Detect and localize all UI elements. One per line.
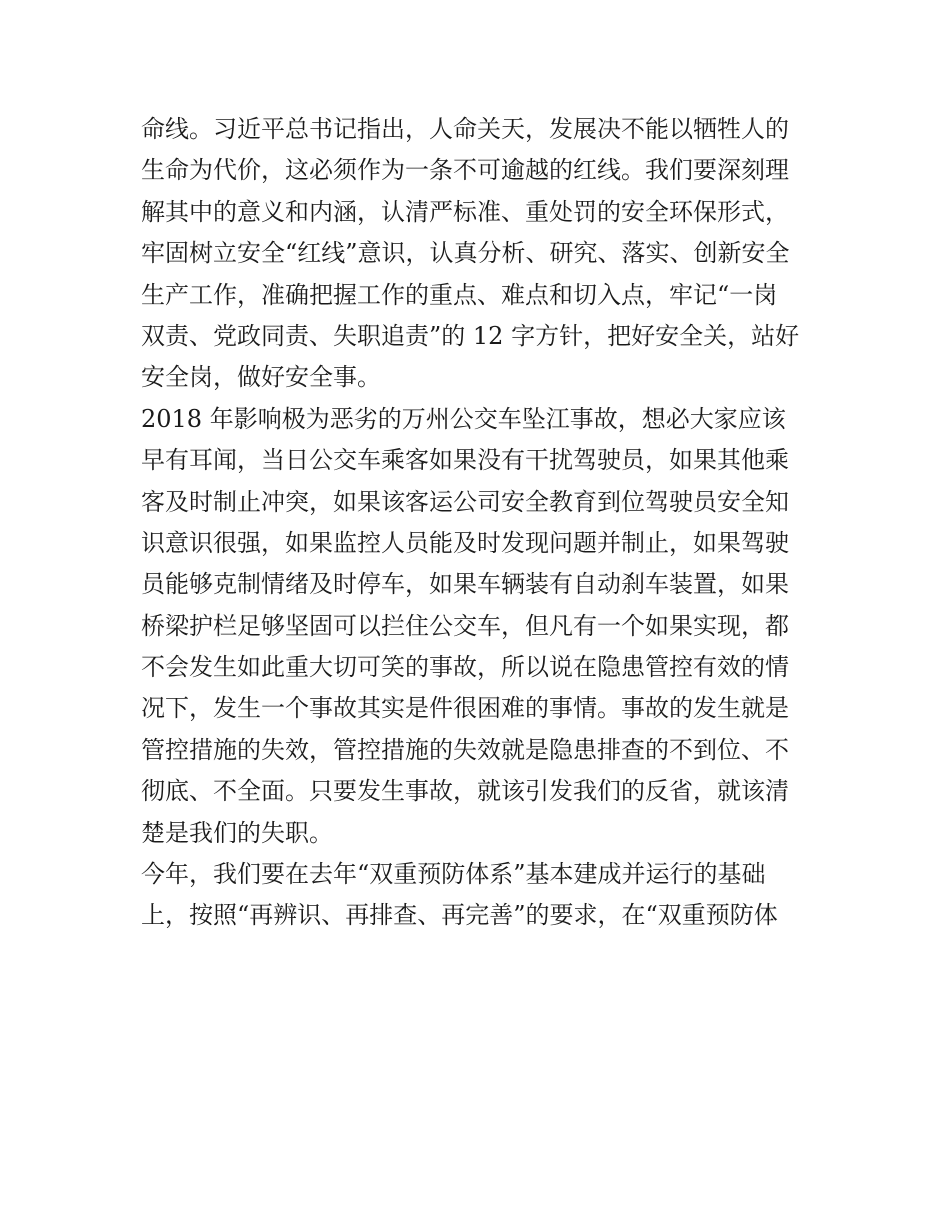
text-line: 双责、党政同责、失职追责”的 12 字方针，把好安全关，站好 <box>141 321 800 350</box>
text-line: 客及时制止冲突，如果该客运公司安全教育到位驾驶员安全知 <box>141 487 789 516</box>
text-line: 管控措施的失效，管控措施的失效就是隐患排查的不到位、不 <box>141 735 789 764</box>
text-line: 牢固树立安全“红线”意识，认真分析、研究、落实、创新安全 <box>141 239 790 268</box>
text-line: 生命为代价，这必须作为一条不可逾越的红线。我们要深刻理 <box>141 156 789 185</box>
text-line: 安全岗，做好安全事。 <box>141 363 381 392</box>
text-line: 今年，我们要在去年“双重预防体系”基本建成并运行的基础 <box>141 860 766 889</box>
text-line: 生产工作，准确把握工作的重点、难点和切入点，牢记“一岗 <box>141 280 778 309</box>
document-body <box>141 109 821 937</box>
text-line: 早有耳闻，当日公交车乘客如果没有干扰驾驶员，如果其他乘 <box>141 446 789 475</box>
text-line: 不会发生如此重大切可笑的事故，所以说在隐患管控有效的情 <box>141 653 789 682</box>
text-line: 桥梁护栏足够坚固可以拦住公交车，但凡有一个如果实现，都 <box>141 611 789 640</box>
text-line: 彻底、不全面。只要发生事故，就该引发我们的反省，就该清 <box>141 777 789 806</box>
text-line: 楚是我们的失职。 <box>141 818 333 847</box>
text-line: 上，按照“再辨识、再排查、再完善”的要求，在“双重预防体 <box>141 901 778 930</box>
text-line: 识意识很强，如果监控人员能及时发现问题并制止，如果驾驶 <box>141 528 789 557</box>
text-line: 况下，发生一个事故其实是件很困难的事情。事故的发生就是 <box>141 694 789 723</box>
text-line: 2018 年影响极为恶劣的万州公交车坠江事故，想必大家应该 <box>141 404 786 433</box>
text-line: 解其中的意义和内涵，认清严标准、重处罚的安全环保形式， <box>141 197 789 226</box>
text-line: 员能够克制情绪及时停车，如果车辆装有自动刹车装置，如果 <box>141 570 789 599</box>
text-line: 命线。习近平总书记指出，人命关天，发展决不能以牺牲人的 <box>141 115 789 143</box>
